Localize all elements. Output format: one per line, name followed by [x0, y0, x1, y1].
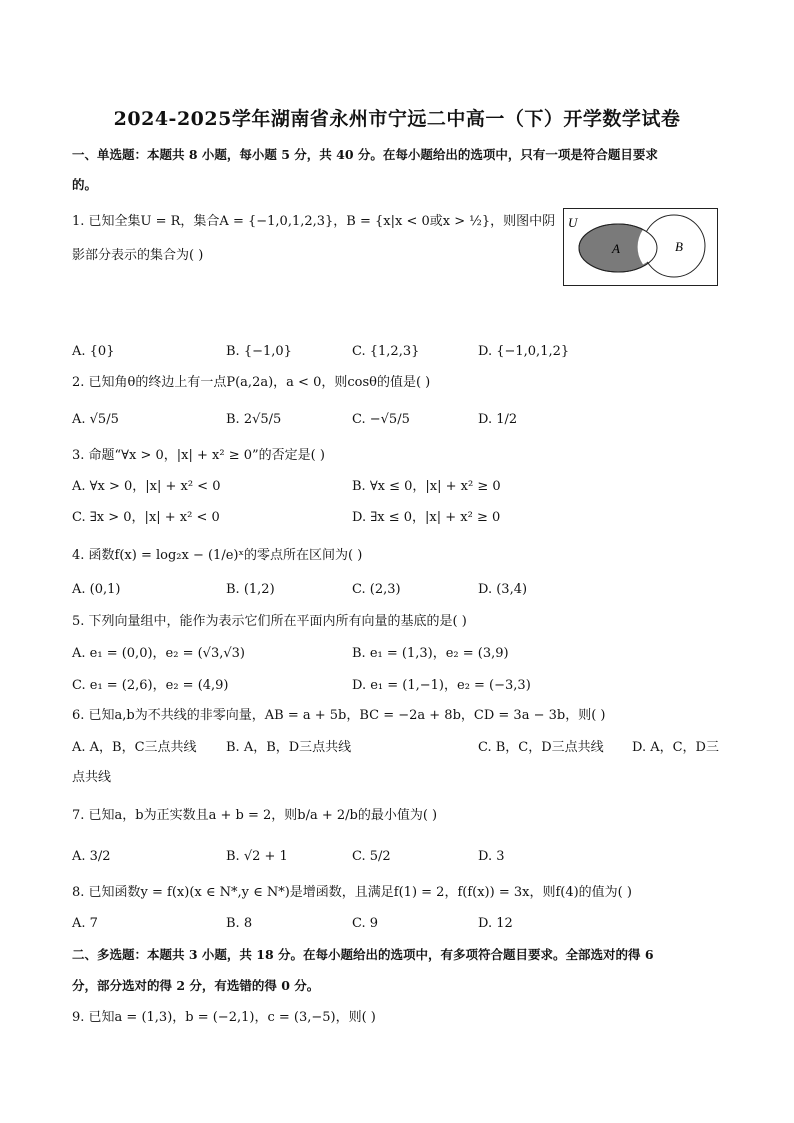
q5-option-a: A. e₁ = (0,0)，e₂ = (√3,√3) [72, 646, 245, 661]
q3-option-b: B. ∀x ≤ 0，|x| + x² ≥ 0 [352, 479, 501, 494]
section1-heading-line2: 的。 [72, 177, 98, 192]
q6-option-d-continued: 点共线 [72, 770, 112, 785]
q4-text: 4. 函数f(x) = log₂x − (1/e)ˣ的零点所在区间为( ) [72, 548, 363, 563]
q7-option-d: D. 3 [478, 849, 505, 864]
q8-option-a: A. 7 [72, 916, 98, 931]
q4-option-d: D. (3,4) [478, 582, 528, 597]
q4-option-a: A. (0,1) [72, 582, 121, 597]
q1-option-d: D. {−1,0,1,2} [478, 344, 570, 359]
q3-option-a: A. ∀x > 0，|x| + x² < 0 [72, 479, 221, 494]
q5-text: 5. 下列向量组中，能作为表示它们所在平面内所有向量的基底的是( ) [72, 614, 467, 629]
venn-b-label: B [675, 239, 683, 254]
q1-option-a: A. {0} [72, 344, 115, 359]
q7-option-b: B. √2 + 1 [226, 849, 288, 864]
q8-option-d: D. 12 [478, 916, 513, 931]
q7-option-a: A. 3/2 [72, 849, 111, 864]
venn-diagram [563, 208, 718, 286]
q8-text: 8. 已知函数y = f(x)(x ∈ N*,y ∈ N*)是增函数，且满足f(1) = 2，f(f(x)) = 3x，则f(4)的值为( ) [72, 885, 632, 900]
q6-option-a: A. A，B，C三点共线 [72, 740, 197, 755]
q1-option-b: B. {−1,0} [226, 344, 292, 359]
q2-option-d: D. 1/2 [478, 412, 518, 427]
section1-heading-line1: 一、单选题：本题共 8 小题，每小题 5 分，共 40 分。在每小题给出的选项中，只有一项是符合题目要求 [72, 147, 658, 162]
section2-heading-line2: 分，部分选对的得 2 分，有选错的得 0 分。 [72, 978, 320, 993]
q3-option-d: D. ∃x ≤ 0，|x| + x² ≥ 0 [352, 510, 501, 525]
venn-a-label: A [612, 241, 620, 256]
q2-option-b: B. 2√5/5 [226, 412, 282, 427]
section2-heading-line1: 二、多选题：本题共 3 小题，共 18 分。在每小题给出的选项中，有多项符合题目要求。全部选对的得 6 [72, 947, 654, 962]
q2-text: 2. 已知角θ的终边上有一点P(a,2a)，a < 0，则cosθ的值是( ) [72, 375, 431, 390]
q6-text: 6. 已知a,b为不共线的非零向量，AB = a + 5b，BC = −2a + 8b，CD = 3a − 3b，则( ) [72, 708, 606, 723]
q6-option-d: D. A，C，D三 [632, 740, 719, 755]
q8-option-c: C. 9 [352, 916, 379, 931]
q7-text: 7. 已知a，b为正实数且a + b = 2，则b/a + 2/b的最小值为( ) [72, 808, 438, 823]
q1-text-line2: 影部分表示的集合为( ) [72, 248, 204, 263]
q4-option-b: B. (1,2) [226, 582, 275, 597]
q1-option-c: C. {1,2,3} [352, 344, 420, 359]
q3-option-c: C. ∃x > 0，|x| + x² < 0 [72, 510, 220, 525]
q5-option-d: D. e₁ = (1,−1)，e₂ = (−3,3) [352, 678, 531, 693]
q6-option-c: C. B，C，D三点共线 [478, 740, 604, 755]
venn-u-label: U [568, 215, 578, 230]
q9-text: 9. 已知a = (1,3)，b = (−2,1)，c = (3,−5)，则( ) [72, 1010, 376, 1025]
q8-option-b: B. 8 [226, 916, 253, 931]
q5-option-c: C. e₁ = (2,6)，e₂ = (4,9) [72, 678, 229, 693]
q2-option-a: A. √5/5 [72, 412, 119, 427]
page-title: 2024-2025学年湖南省永州市宁远二中高一（下）开学数学试卷 [113, 108, 681, 130]
q3-text: 3. 命题“∀x > 0，|x| + x² ≥ 0”的否定是( ) [72, 448, 325, 463]
q5-option-b: B. e₁ = (1,3)，e₂ = (3,9) [352, 646, 509, 661]
q6-option-b: B. A，B，D三点共线 [226, 740, 352, 755]
q2-option-c: C. −√5/5 [352, 412, 410, 427]
q7-option-c: C. 5/2 [352, 849, 391, 864]
q4-option-c: C. (2,3) [352, 582, 401, 597]
q1-text-line1: 1. 已知全集U = R，集合A = {−1,0,1,2,3}，B = {x|x < 0或x > ½}，则图中阴 [72, 214, 556, 229]
